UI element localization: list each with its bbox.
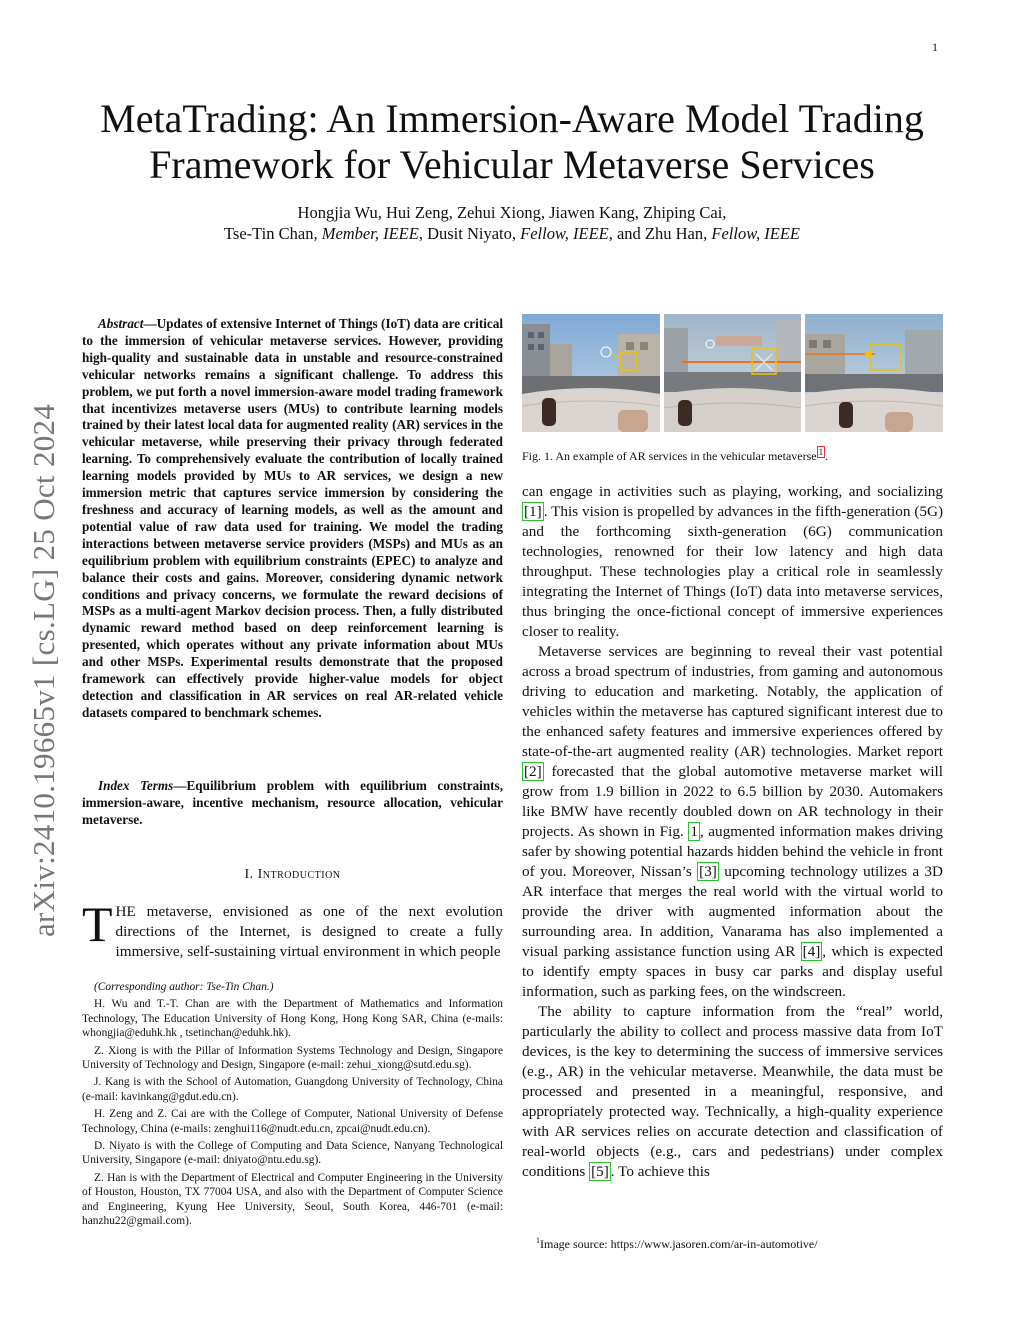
caption-text: Fig. 1. An example of AR services in the vehicular metaverse [522,449,817,463]
paragraph [522,1002,943,1182]
index-terms [82,778,503,829]
index-terms-text: —Equilibrium problem with equilibrium constraints, immersion-aware, incentive mechanism, resource allocation, vehicular metaverse. [82,778,503,827]
paper-title [60,96,964,188]
footnote-affiliation: H. Zeng and Z. Cai are with the College of Computer, National University of Defense Technology, China (e-mails: zenghui116@nudt.edu.cn, zpcai@nudt.edu.cn). [82,1108,503,1135]
caption-end: . [825,449,829,463]
author-text: , and Zhu Han, [608,224,712,243]
author-footnotes [82,980,503,1232]
citation-link[interactable]: [4] [802,943,821,960]
section-title: Introduction [257,867,341,882]
authors-line-1: Hongjia Wu, Hui Zeng, Zehui Xiong, Jiawen Kang, Zhiping Cai, [297,203,727,222]
image-source-footnote [536,1236,818,1252]
ar-frame-2 [664,314,802,432]
text: . This vision is propelled by advances in the fifth-generation (5G) and the forthcoming sixth-generation (6G) communication technologies, renowned for their low latency and high data throughput. These technologies play a critical role in seamlessly integrating the Internet of Things (IoT) data into metaverse services, thus bringing the once-fictional concept of immersive experiences closer to reality. [522,503,943,640]
title-line-2: Framework for Vehicular Metaverse Services [149,142,875,187]
author-title: Fellow, IEEE [520,224,609,243]
footnote-mark-link[interactable]: 1 [818,447,824,457]
footnote-corresponding-text: (Corresponding author: Tse-Tin Chan.) [94,981,274,993]
figure-link[interactable]: 1 [690,823,698,840]
index-terms-label: Index Terms [98,778,174,793]
author-title: Member, IEEE [321,224,419,243]
footnote-mark: 1 [536,1236,540,1245]
text: , which is expected to identify empty spaces in busy car parks and display useful information, such as parking fees, on the windscreen. [522,943,943,1000]
author-text: Tse-Tin Chan, [224,224,322,243]
section-heading [82,867,503,883]
figure-caption [522,445,943,464]
footnote-affiliation: H. Wu and T.-T. Chan are with the Department of Mathematics and Information Technology, The Education University of Hong Kong, Hong Kong SAR, China (e-mails: whongjia@eduhk.hk , tsetinchan@eduhk.hk). [82,998,503,1040]
text: , augmented information makes driving safer by showing potential hazards hidden behind the vehicle in front of you. Moreover, Nissan’s [522,823,943,880]
footnote-affiliation: Z. Han is with the Department of Electrical and Computer Engineering in the University of Houston, Houston, TX 77004 USA, and also with the Department of Computer Science and Engineering, Kyung Hee University, Seoul, South Korea, 446-701 (e-mail: hanzhu22@gmail.com). [82,1171,503,1228]
text: can engage in activities such as playing, working, and socializing [522,483,943,500]
section-number: I. [244,867,258,882]
text: Metaverse services are beginning to reveal their vast potential across a broad spectrum of industries, from gaming and autonomous driving to education and marketing. Notably, the application of vehicles within the metaverse has captured significant interest due to the enhanced safety features and immersive experiences offered by state-of-the-art augmented reality (AR) technologies. Market report [522,643,943,760]
ar-frame-1-image [522,314,660,432]
intro-paragraph [82,896,503,962]
page-number: 1 [932,40,938,54]
author-list [60,202,964,244]
citation-link[interactable]: [5] [591,1163,609,1180]
ar-frame-3-image [805,314,943,432]
intro-text: HE metaverse, envisioned as one of the next evolution directions of the Internet, is designed to create a fully immersive, self-sustaining virtual environment in which people [115,903,503,960]
drop-cap: T [82,896,113,952]
footnote-affiliation: Z. Xiong is with the Pillar of Information Systems Technology and Design, Singapore University of Technology and Design, Singapore (e-mail: zehui_xiong@sutd.edu.sg). [82,1044,503,1072]
paragraph [522,642,943,1002]
ar-frame-2-image [664,314,802,432]
title-line-1: MetaTrading: An Immersion-Aware Model Trading [100,96,924,141]
abstract [82,316,503,722]
author-title: Fellow, IEEE [711,224,800,243]
citation-link[interactable]: [1] [524,503,542,520]
text: upcoming technology utilizes a 3D AR interface that merges the real world with the virtual world to provide the driver with augmented information about the surrounding area. In addition, Vanarama has also implemented a visual parking assistance function using AR [522,863,943,960]
citation-link[interactable]: [3] [699,863,717,880]
ar-frame-1 [522,314,660,432]
text: . To achieve this [610,1163,710,1180]
footnote-text: Image source: https://www.jasoren.com/ar-in-automotive/ [540,1237,818,1251]
arxiv-identifier: arXiv:2410.19665v1 [cs.LG] 25 Oct 2024 [26,403,61,937]
ar-frame-3 [805,314,943,432]
abstract-label: Abstract [98,316,144,331]
abstract-text: —Updates of extensive Internet of Things (IoT) data are critical to the immersion of vehicular metaverse services. However, providing high-quality and sustainable data in unstable and resource-constrained vehicular networks remains a significant challenge. To address this problem, we put forth a novel immersion-aware model trading framework that incentivizes metaverse users (MUs) to contribute learning models trained by their latest local data for augmented reality (AR) services in the vehicular metaverse, while preserving their privacy through federated learning. To comprehensively evaluate the contribution of locally trained learning models provided by MUs to AR services, we design a new immersion metric that captures service immersion by considering the freshness and accuracy of learning models, as well as the amount and potential value of raw data used for training. We model the trading interactions between metaverse service providers (MSPs) and MUs as an equilibrium problem with equilibrium constraints (EPEC) to analyze and balance their costs and gains. Moreover, considering dynamic network conditions and privacy concerns, we formulate the reward decisions of MSPs as a multi-agent Markov decision process. Then, a fully distributed dynamic reward method based on deep reinforcement learning is presented, which operates without any private information about MUs and other MSPs. Experimental results demonstrate that the proposed framework can effectively provide higher-value models for object detection and classification in AR services on real AR-related vehicle datasets compared to benchmark schemes. [82,316,503,720]
intro-continued [522,482,943,1182]
figure-1 [522,314,943,432]
footnote-corresponding [82,980,503,994]
authors-line-2 [60,223,964,244]
footnote-affiliation: J. Kang is with the School of Automation, Guangdong University of Technology, China (e-mail: kavinkang@gdut.edu.cn). [82,1076,503,1103]
citation-link[interactable]: [2] [524,763,542,780]
footnote-affiliation: D. Niyato is with the College of Computing and Data Science, Nanyang Technological University, Singapore (e-mail: dniyato@ntu.edu.sg). [82,1140,503,1167]
paragraph [522,482,943,642]
text: The ability to capture information from the “real” world, particularly the ability to collect and process massive data from IoT devices, is the key to determining the success of immersive services (e.g., AR) in the vehicular metaverse. Meanwhile, the data must be processed and presented in a meaningful, responsive, and appropriately protected way. Technically, a high-quality experience with AR services relies on accurate detection and classification of real-world objects (e.g., cars and pedestrians) under complex conditions [522,1003,943,1180]
text: forecasted that the global automotive metaverse market will grow from 1.9 billion in 2022 to 6.5 billion by 2030. Automakers like BMW have recently doubled down on AR technology in their projects. As shown in Fig. [522,763,943,840]
author-text: , Dusit Niyato, [418,224,521,243]
